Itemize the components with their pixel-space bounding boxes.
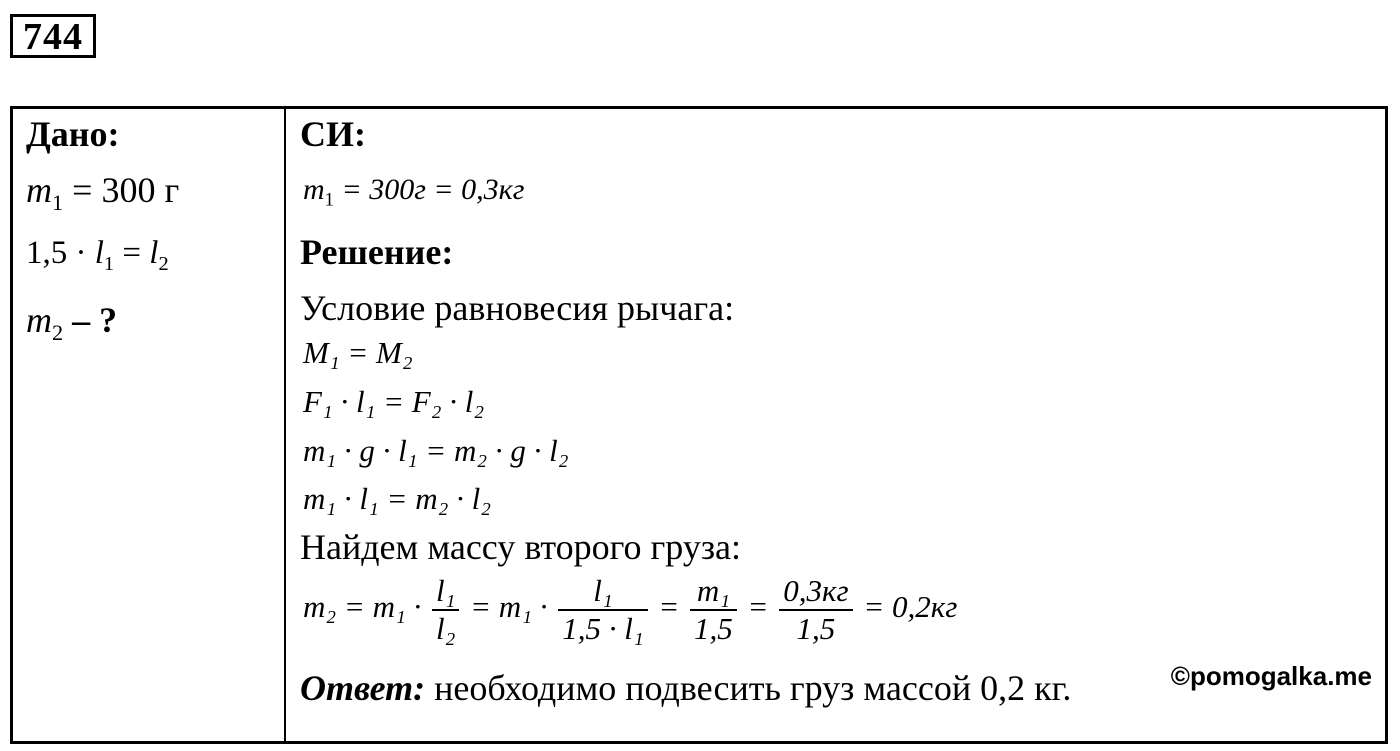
given-line2-l2: l — [149, 235, 159, 271]
fraction4-numerator: 0,3кг — [783, 573, 849, 608]
given-line3-var: m — [26, 300, 52, 340]
fraction4-denominator: 1,5 — [779, 609, 852, 647]
si-formula-var: m — [303, 173, 325, 206]
given-line3-sub: 2 — [52, 319, 64, 345]
equation-weights: m₁ · g · l₁ = m₂ · g · l₂ — [303, 433, 569, 468]
given-line-mass1 — [26, 169, 179, 216]
final-result: = 0,2кг — [863, 589, 958, 625]
given-line1-rest: = 300 г — [63, 170, 180, 210]
given-line2-coef: 1,5 · — [26, 235, 95, 271]
fraction3-denominator: 1,5 — [690, 609, 737, 647]
final-mid1: = m₁ · — [470, 589, 548, 625]
given-line3-rest: – ? — [63, 300, 118, 340]
si-heading: СИ: — [300, 114, 366, 154]
solution-heading: Решение: — [300, 232, 454, 272]
fraction2-numerator: l₁ — [593, 573, 613, 608]
si-formula-sub: 1 — [324, 189, 334, 211]
final-formula — [303, 573, 957, 647]
final-mid2: = — [658, 589, 680, 625]
solution-table — [10, 106, 1388, 744]
given-line1-sub: 1 — [52, 189, 64, 215]
final-lhs: m₂ = m₁ · — [303, 589, 422, 625]
fraction1-numerator: l₁ — [436, 573, 456, 608]
fraction-l1-over-l2 — [432, 573, 459, 647]
watermark: ©pomogalka.me — [1170, 661, 1372, 691]
equilibrium-condition-text: Условие равновесия рычага: — [300, 288, 735, 328]
given-line2-equals: = — [114, 235, 150, 271]
si-formula-rest: = 300г = 0,3кг — [333, 173, 525, 206]
fraction-0-3kg-over-1-5 — [779, 573, 852, 647]
fraction2-denominator: 1,5 · l₁ — [558, 609, 647, 647]
given-line-length-relation — [26, 235, 169, 276]
find-mass-text: Найдем массу второго груза: — [300, 527, 742, 567]
equation-masses: m₁ · l₁ = m₂ · l₂ — [303, 481, 492, 516]
given-line1-var: m — [26, 170, 52, 210]
given-line-unknown — [26, 299, 117, 346]
given-heading: Дано: — [26, 114, 120, 154]
equation-moments: M₁ = M₂ — [303, 335, 413, 370]
fraction3-numerator: m₁ — [696, 573, 730, 608]
given-line2-l1: l — [94, 235, 104, 271]
answer-label: Ответ: — [300, 668, 426, 708]
column-divider — [284, 109, 286, 741]
answer-line — [300, 667, 1071, 709]
final-mid3: = — [747, 589, 769, 625]
fraction1-denominator: l₂ — [432, 609, 459, 647]
fraction-l1-over-1-5-l1 — [558, 573, 647, 647]
fraction-m1-over-1-5 — [690, 573, 737, 647]
answer-text: необходимо подвесить груз массой 0,2 кг. — [425, 668, 1072, 708]
given-line2-l2-sub: 2 — [158, 253, 169, 276]
given-line2-l1-sub: 1 — [103, 253, 115, 276]
si-formula — [303, 173, 524, 212]
equation-forces: F₁ · l₁ = F₂ · l₂ — [303, 384, 485, 419]
problem-number: 744 — [10, 14, 96, 58]
